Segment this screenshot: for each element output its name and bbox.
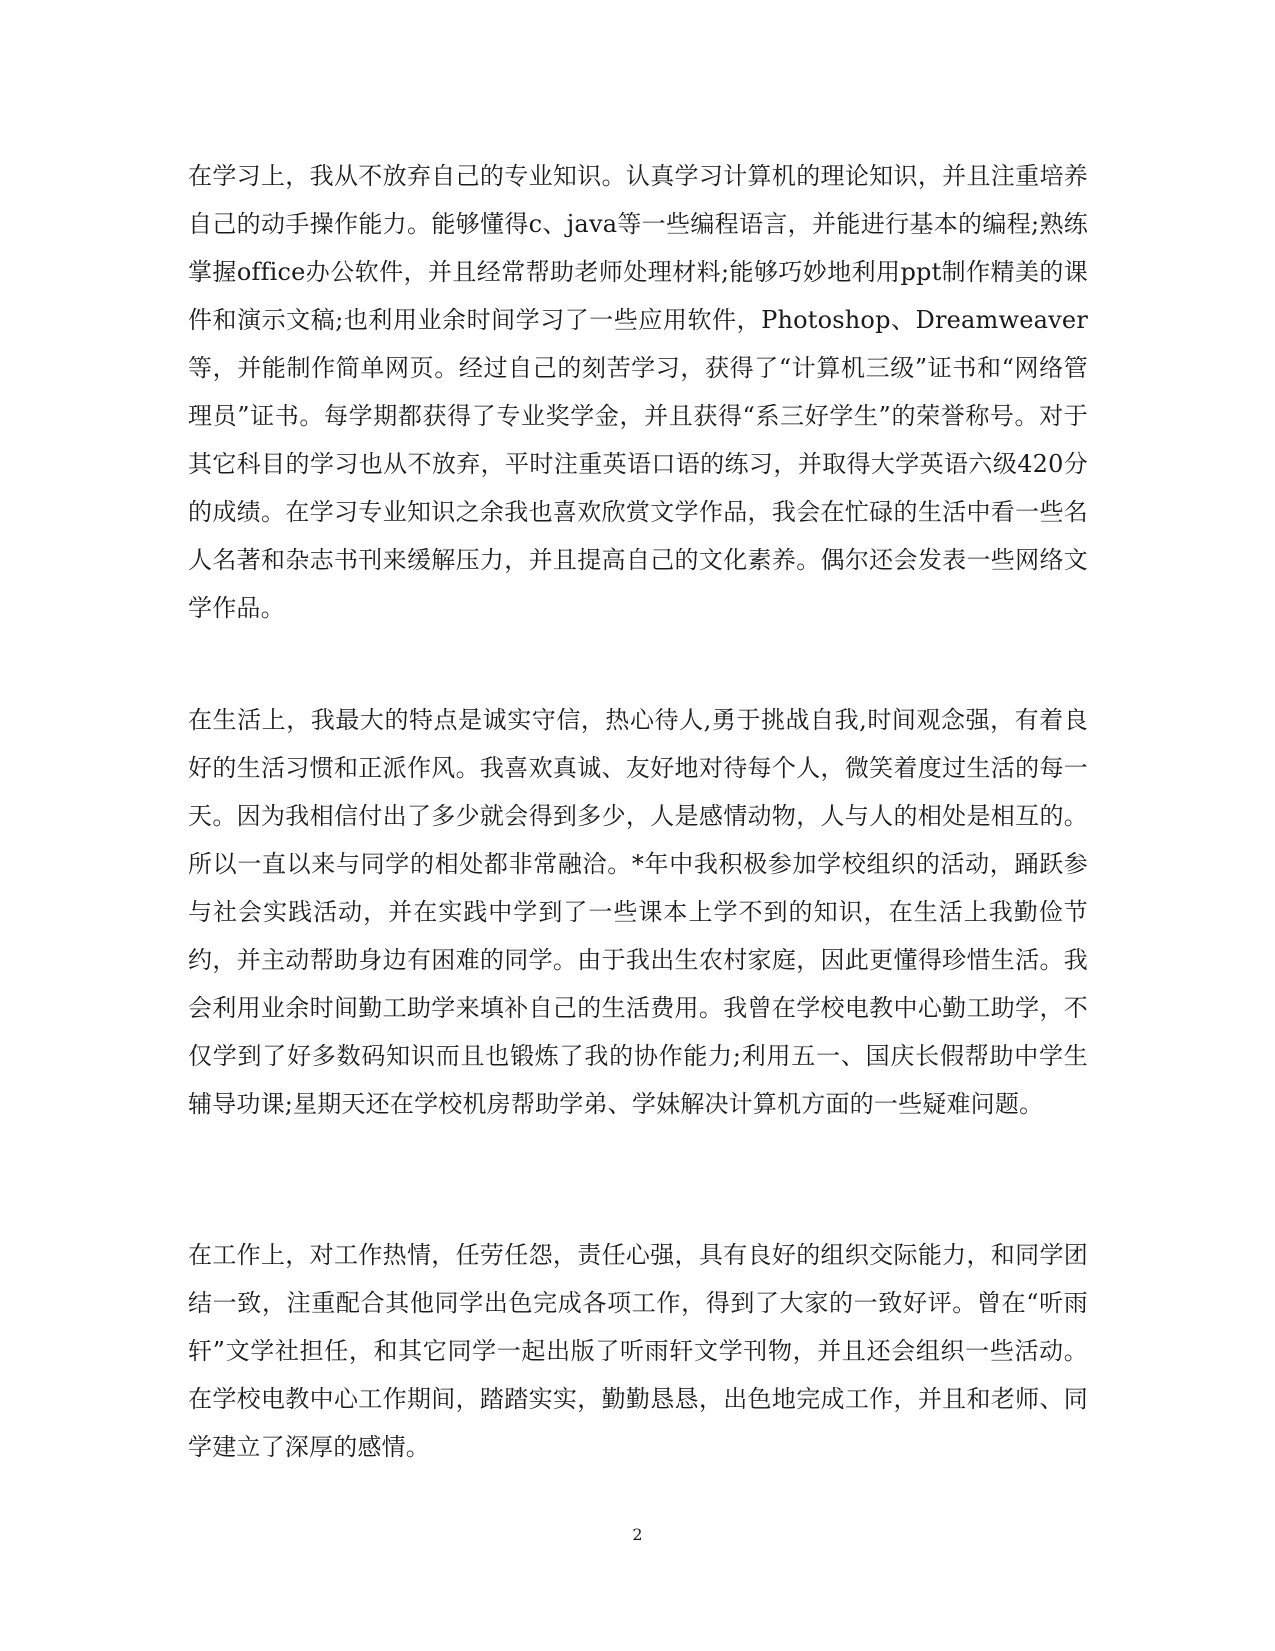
paragraph-study: 在学习上，我从不放弃自己的专业知识。认真学习计算机的理论知识，并且注重培养自己的动手操作能力。能够懂得c、java等一些编程语言，并能进行基本的编程;熟练掌握office办公软件，并且经常帮助老师处理材料;能够巧妙地利用ppt制作精美的课件和演示文稿;也利用业余时间学习了一些应用软件，Photoshop、Dreamweaver等，并能制作简单网页。经过自己的刻苦学习，获得了“计算机三级”证书和“网络管理员”证书。每学期都获得了专业奖学金，并且获得“系三好学生”的荣誉称号。对于其它科目的学习也从不放弃，平时注重英语口语的练习，并取得大学英语六级420分的成绩。在学习专业知识之余我也喜欢欣赏文学作品，我会在忙碌的生活中看一些名人名著和杂志书刊来缓解压力，并且提高自己的文化素养。偶尔还会发表一些网络文学作品。 [188, 162, 1088, 622]
paragraph-life: 在生活上，我最大的特点是诚实守信，热心待人,勇于挑战自我,时间观念强，有着良好的生活习惯和正派作风。我喜欢真诚、友好地对待每个人，微笑着度过生活的每一天。因为我相信付出了多少就会得到多少，人是感情动物，人与人的相处是相互的。所以一直以来与同学的相处都非常融洽。*年中我积极参加学校组织的活动，踊跃参与社会实践活动，并在实践中学到了一些课本上学不到的知识，在生活上我勤俭节约，并主动帮助身边有困难的同学。由于我出生农村家庭，因此更懂得珍惜生活。我会利用业余时间勤工助学来填补自己的生活费用。我曾在学校电教中心勤工助学，不仅学到了好多数码知识而且也锻炼了我的协作能力;利用五一、国庆长假帮助中学生辅导功课;星期天还在学校机房帮助学弟、学妹解决计算机方面的一些疑难问题。 [188, 706, 1088, 1118]
page-number: 2 [632, 1525, 643, 1544]
paragraph-work: 在工作上，对工作热情，任劳任怨，责任心强，具有良好的组织交际能力，和同学团结一致，注重配合其他同学出色完成各项工作，得到了大家的一致好评。曾在“听雨轩”文学社担任，和其它同学一起出版了听雨轩文学刊物，并且还会组织一些活动。在学校电教中心工作期间，踏踏实实，勤勤恳恳，出色地完成工作，并且和老师、同学建立了深厚的感情。 [188, 1241, 1088, 1461]
